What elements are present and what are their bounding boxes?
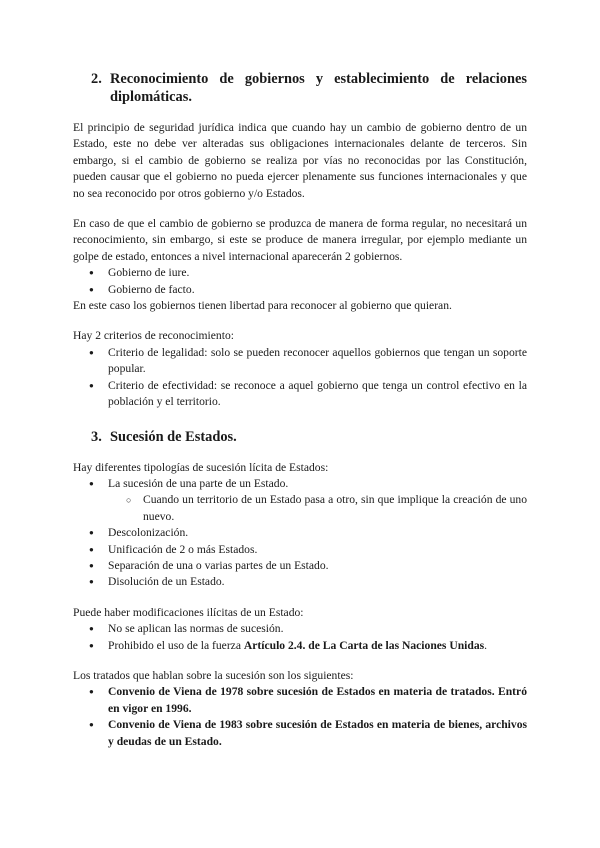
succession-types-list [73,476,527,591]
section-3-heading [73,428,527,446]
list-item: ● Disolución de un Estado. [73,574,527,590]
section-3-number: 3. [91,428,102,445]
list-item [73,638,527,654]
treaties-intro: Los tratados que hablan sobre la sucesión son los siguientes: [73,668,354,682]
list-item: ● Descolonización. [73,525,527,541]
list-item: ● Gobierno de facto. [73,282,527,298]
succession-intro: Hay diferentes tipologías de sucesión lícita de Estados: [73,460,329,474]
list-item: ● Criterio de efectividad: se reconoce a aquel gobierno que tenga un control efectivo en la población y el territorio. [73,378,527,411]
illicit-intro: Puede haber modificaciones ilícitas de un Estado: [73,605,304,619]
list-item: ● Convenio de Viena de 1978 sobre sucesión de Estados en materia de tratados. Entró en vigor en 1996. [73,684,527,717]
government-types-list [73,265,527,298]
section-2-heading [73,70,527,106]
paragraph-freedom: En este caso los gobiernos tienen libertad para reconocer al gobierno que quieran. [73,299,452,313]
list-item-text: Prohibido el uso de la fuerza [108,638,244,652]
list-item: ● Separación de una o varias partes de un Estado. [73,558,527,574]
succession-sublist [73,492,527,525]
list-item: ● Criterio de legalidad: solo se pueden reconocer aquellos gobiernos que tengan un soporte popular. [73,345,527,378]
list-item: ● Unificación de 2 o más Estados. [73,542,527,558]
list-item: ● No se aplican las normas de sucesión. [73,621,527,637]
list-item-suffix: . [484,638,488,652]
list-item [73,476,527,525]
treaties-list [73,684,527,750]
document-content [73,70,527,750]
sublist-item: ○ Cuando un territorio de un Estado pasa a otro, sin que implique la creación de uno nuevo. [73,492,527,525]
section-2-title: Reconocimiento de gobiernos y establecimiento de relaciones diplomáticas. [110,71,527,105]
list-item: ● Gobierno de iure. [73,265,527,281]
paragraph-irregular-change: En caso de que el cambio de gobierno se produzca de manera de forma regular, no necesitará un reconocimiento, sin embargo, si este se produce de manera irregular, por ejemplo mediante un golpe de estado, entonces a nivel internacional aparecerán 2 gobiernos. [73,217,527,263]
section-2-number: 2. [91,71,102,87]
criteria-list [73,345,527,411]
paragraph-legal-certainty: El principio de seguridad jurídica indica que cuando hay un cambio de gobierno dentro de un Estado, este no debe ver alteradas sus obligaciones internacionales delante de terceros. Sin embargo, si el cambio de gobierno se realiza por vías no reconocidas por las Constitución, pueden causar que el gobierno no pueda ejercer plenamente sus funciones internacionales y que no sea reconocido por otros gobierno y/o Estados. [73,121,527,200]
list-item-text: La sucesión de una parte de un Estado. [108,476,289,490]
charter-article-reference: Artículo 2.4. de La Carta de las Naciones Unidas [243,638,485,652]
criteria-intro: Hay 2 criterios de reconocimiento: [73,329,234,343]
list-item: ● Convenio de Viena de 1983 sobre sucesión de Estados en materia de bienes, archivos y deudas de un Estado. [73,717,527,750]
illicit-list [73,621,527,654]
section-3-title: Sucesión de Estados. [110,428,237,445]
